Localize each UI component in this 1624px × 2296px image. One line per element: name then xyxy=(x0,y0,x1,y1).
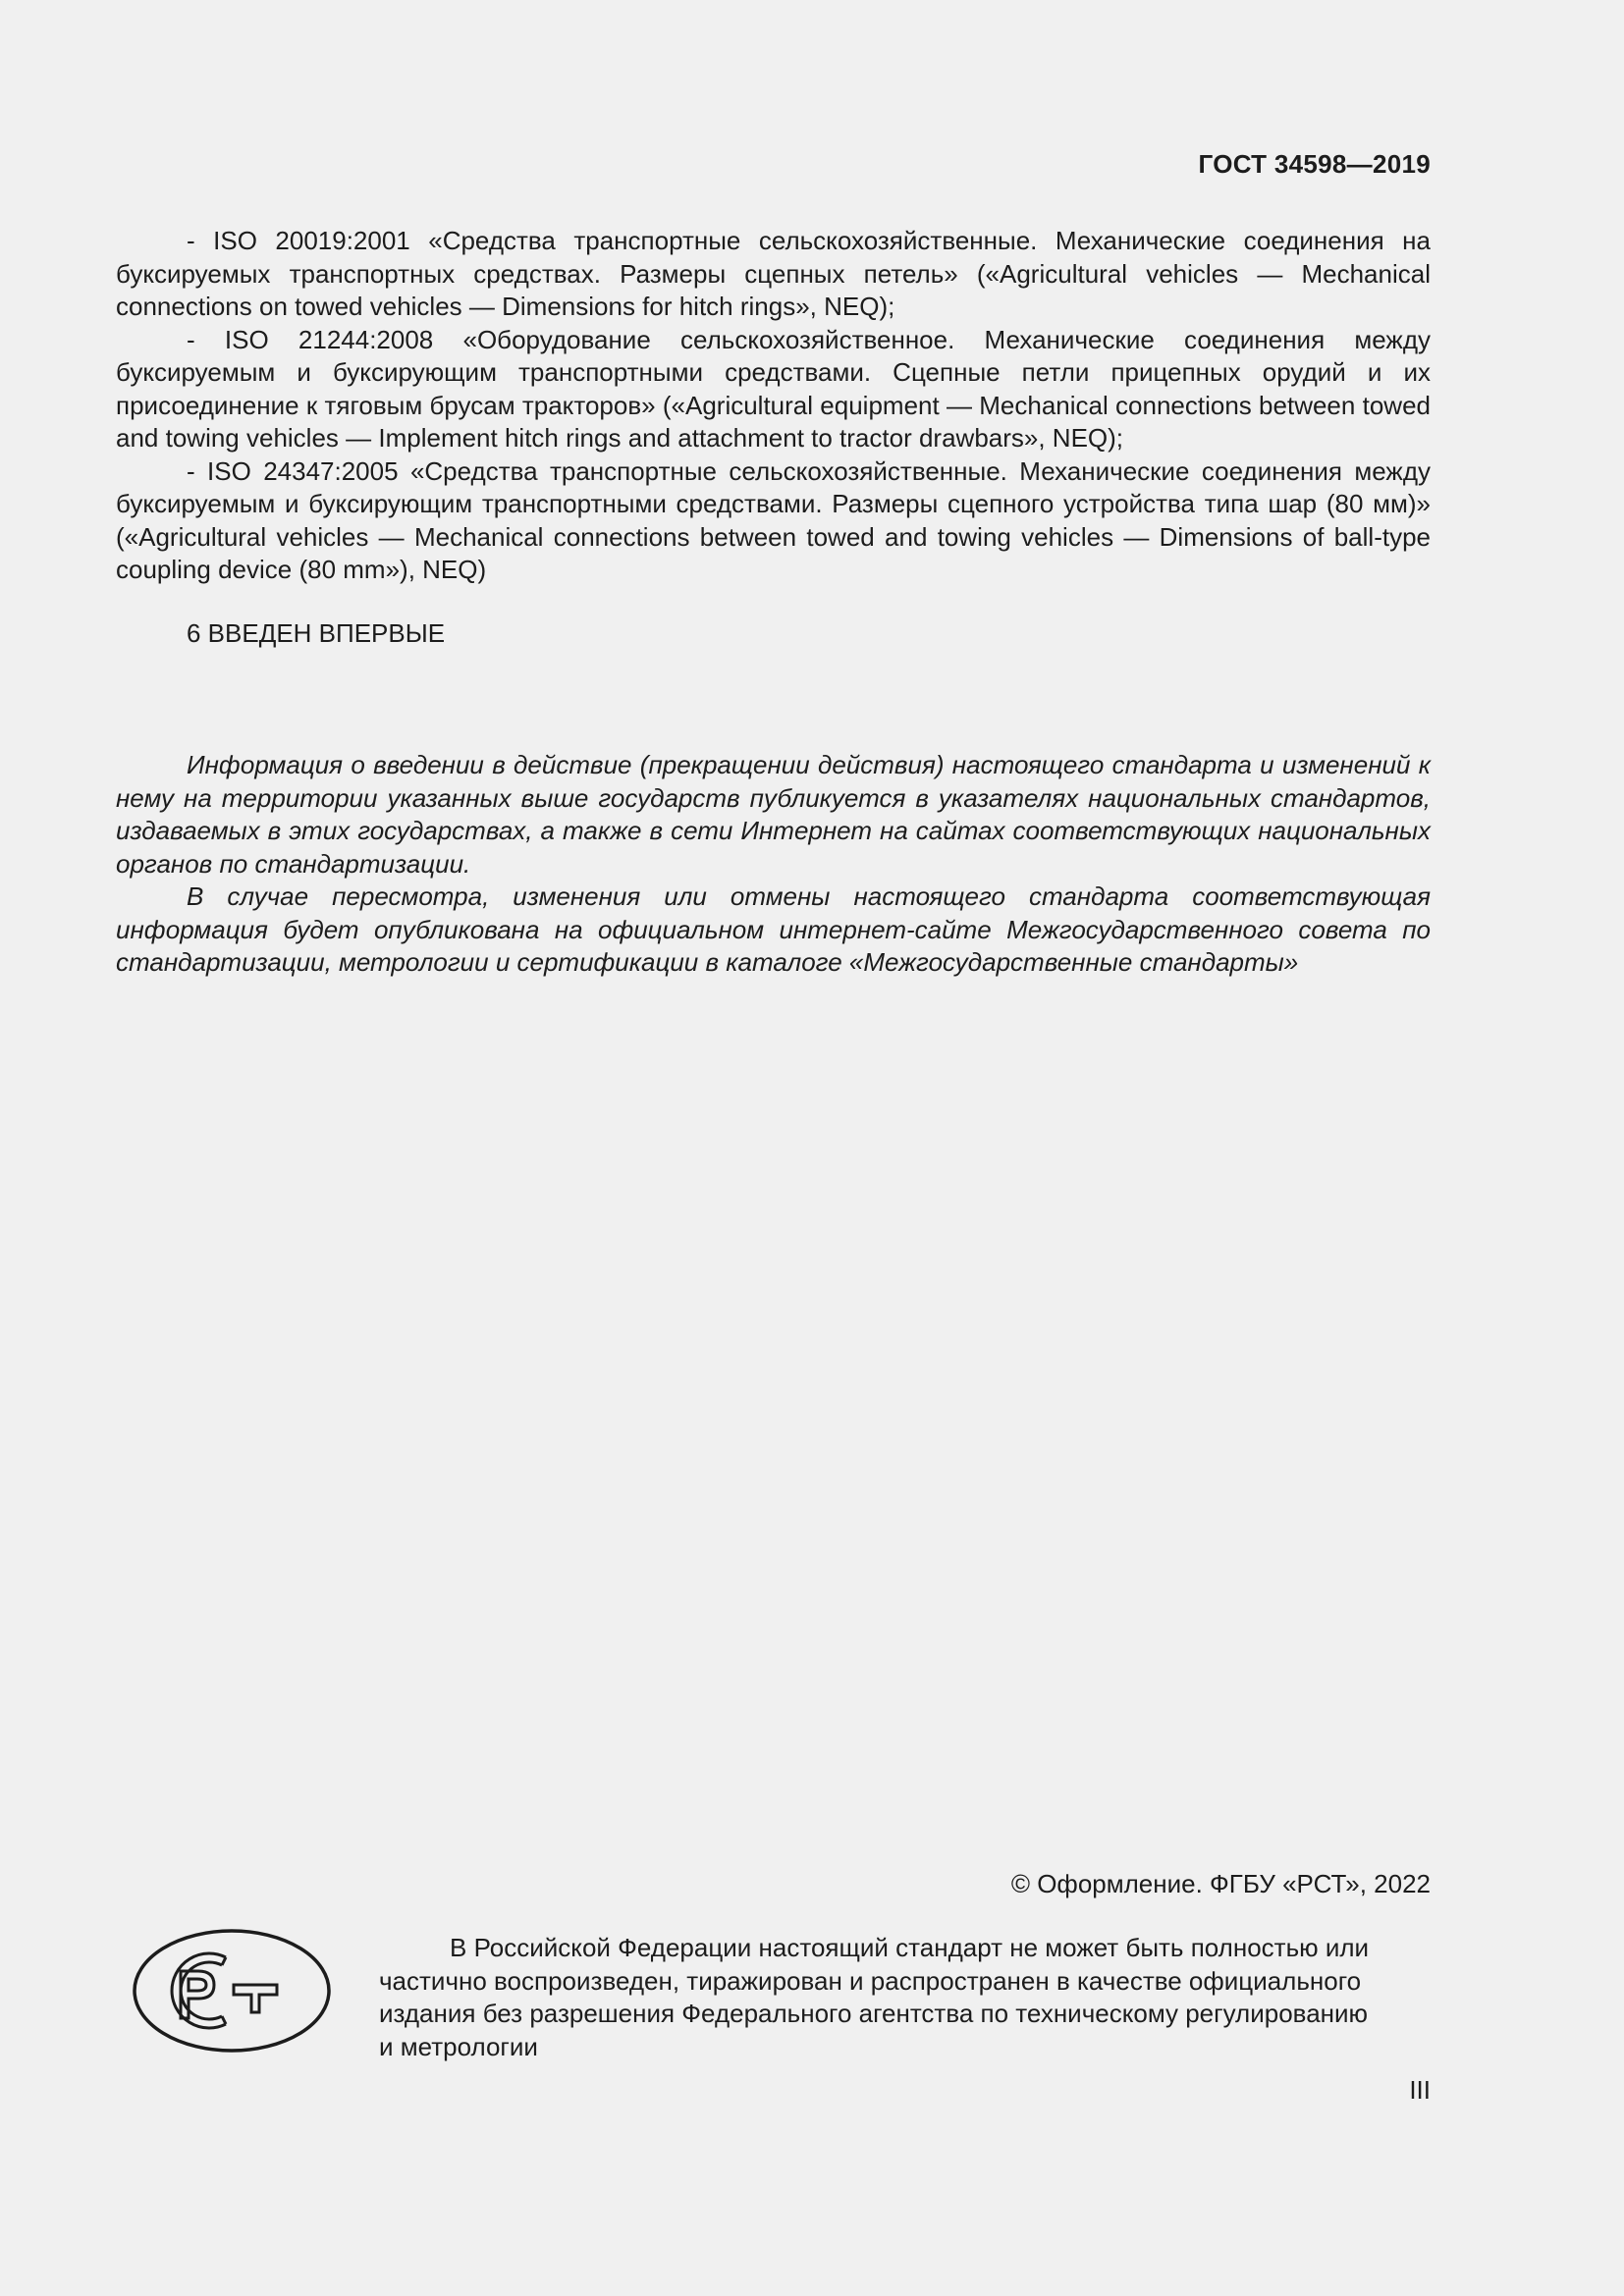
page-number: III xyxy=(1409,2075,1431,2105)
notice-line: частично воспроизведен, тиражирован и распространен в качестве официального xyxy=(379,1965,1362,1996)
copyright-line: © Оформление. ФГБУ «РСТ», 2022 xyxy=(1010,1869,1431,1898)
notice-line: и метрологии xyxy=(379,2031,538,2061)
section-6-heading: 6 ВВЕДЕН ВПЕРВЫЕ xyxy=(187,618,446,648)
rst-certification-mark-icon xyxy=(132,1928,332,2054)
info-notice xyxy=(116,749,1431,980)
document-code: ГОСТ 34598—2019 xyxy=(1198,149,1431,179)
reference-item: - ISO 24347:2005 «Средства транспортные сельскохозяйственные. Механические соединения между буксируемым и буксирующим транспортными средствами. Размеры сцепного устройства типа шар (80 мм)» («Agricultural vehicles — Mechanical connections between towed and towing vehicles — Dimensions of ball-type coupling device (80 mm»), NEQ) xyxy=(116,455,1431,584)
reference-item: - ISO 20019:2001 «Средства транспортные сельскохозяйственные. Механические соединения на буксируемых транспортных средствах. Размеры сцепных петель» («Agricultural vehicles — Mechanical connections on towed vehicles — Dimensions for hitch rings», NEQ); xyxy=(116,226,1431,321)
info-paragraph: Информация о введении в действие (прекращении действия) настоящего стандарта и изменений к нему на территории указанных выше государств публикуется в указателях национальных стандартов, издаваемых в этих государствах, а также в сети Интернет на сайтах соответствующих национальных органов по стандартизации. xyxy=(116,750,1431,879)
notice-line: издания без разрешения Федерального агентства по техническому регулированию xyxy=(379,1999,1369,2028)
normative-references xyxy=(116,225,1431,587)
reference-item: - ISO 21244:2008 «Оборудование сельскохозяйственное. Механические соединения между буксируемым и буксирующим транспортными средствами. Сцепные петли прицепных орудий и их присоединение к тяговым брусам тракторов» («Agricultural equipment — Mechanical connections between towed and towing vehicles — Implement hitch rings and attachment to tractor drawbars», NEQ); xyxy=(116,324,1431,453)
info-paragraph: В случае пересмотра, изменения или отмены настоящего стандарта соответствующая информация будет опубликована на официальном интернет-сайте Межгосударственного совета по стандартизации, метрологии и сертификации в каталоге «Межгосударственные стандарты» xyxy=(116,881,1431,977)
copyright-notice xyxy=(379,1932,1431,2063)
notice-line: В Российской Федерации настоящий стандарт не может быть полностью или xyxy=(450,1933,1370,1962)
